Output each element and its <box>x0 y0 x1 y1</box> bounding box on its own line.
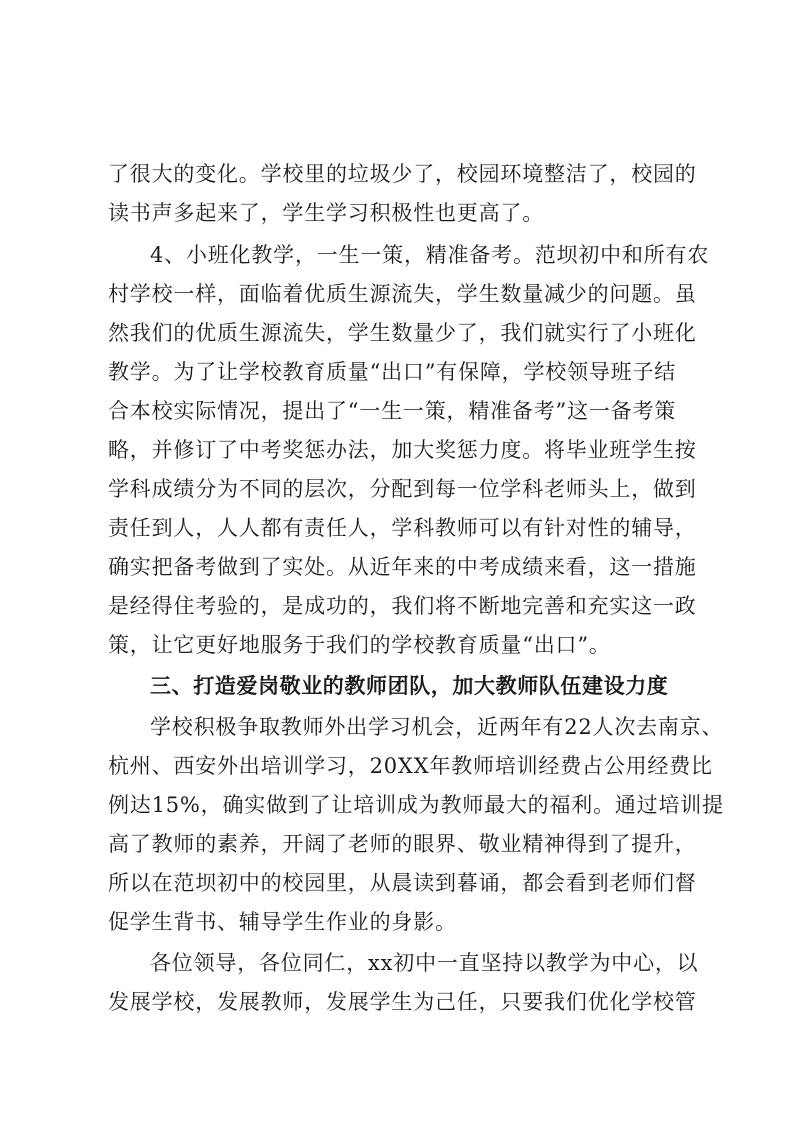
text-line: 责任到人，人人都有责任人，学科教师可以有针对性的辅导， <box>108 516 697 540</box>
text-line: 读书声多起来了，学生学习积极性也更高了。 <box>108 201 544 225</box>
text-line: 教学。为了让学校教育质量“出口”有保障，学校领导班子结 <box>108 360 677 384</box>
text-line: 略，并修订了中考奖惩办法，加大奖惩力度。将毕业班学生按 <box>108 438 697 462</box>
text-line: 合本校实际情况，提出了“一生一策，精准备考”这一备考策 <box>108 399 677 423</box>
section-heading: 三、打造爱岗敬业的教师团队，加大教师队伍建设力度 <box>150 674 669 698</box>
paragraph-first-line: 4、小班化教学，一生一策，精准备考。范坝初中和所有农 <box>150 243 710 267</box>
text-line: 村学校一样，面临着优质生源流失，学生数量减少的问题。虽 <box>108 282 697 306</box>
text-line: 策，让它更好地服务于我们的学校教育质量“出口”。 <box>108 633 611 657</box>
paragraph-first-line: 学校积极争取教师外出学习机会，近两年有22人次去南京、 <box>150 715 724 739</box>
text-line: 了很大的变化。学校里的垃圾少了，校园环境整洁了，校园的 <box>108 162 697 186</box>
text-line: 确实把备考做到了实处。从近年来的中考成绩来看，这一措施 <box>108 555 697 579</box>
text-line: 然我们的优质生源流失，学生数量少了，我们就实行了小班化 <box>108 321 697 345</box>
text-line: 杭州、西安外出培训学习，20XX年教师培训经费占公用经费比 <box>108 754 713 778</box>
text-line: 所以在范坝初中的校园里，从晨读到暮诵，都会看到老师们督 <box>108 871 697 895</box>
text-line: 促学生背书、辅导学生作业的身影。 <box>108 910 457 934</box>
text-line: 是经得住考验的，是成功的，我们将不断地完善和充实这一政 <box>108 594 697 618</box>
text-line: 学科成绩分为不同的层次，分配到每一位学科老师头上，做到 <box>108 477 697 501</box>
paragraph-first-line: 各位领导，各位同仁，xx初中一直坚持以教学为中心，以 <box>150 951 699 975</box>
text-line: 例达15%，确实做到了让培训成为教师最大的福利。通过培训提 <box>108 793 724 817</box>
text-line: 发展学校，发展教师，发展学生为己任，只要我们优化学校管 <box>108 990 697 1014</box>
text-line: 高了教师的素养，开阔了老师的眼界、敬业精神得到了提升， <box>108 832 697 856</box>
